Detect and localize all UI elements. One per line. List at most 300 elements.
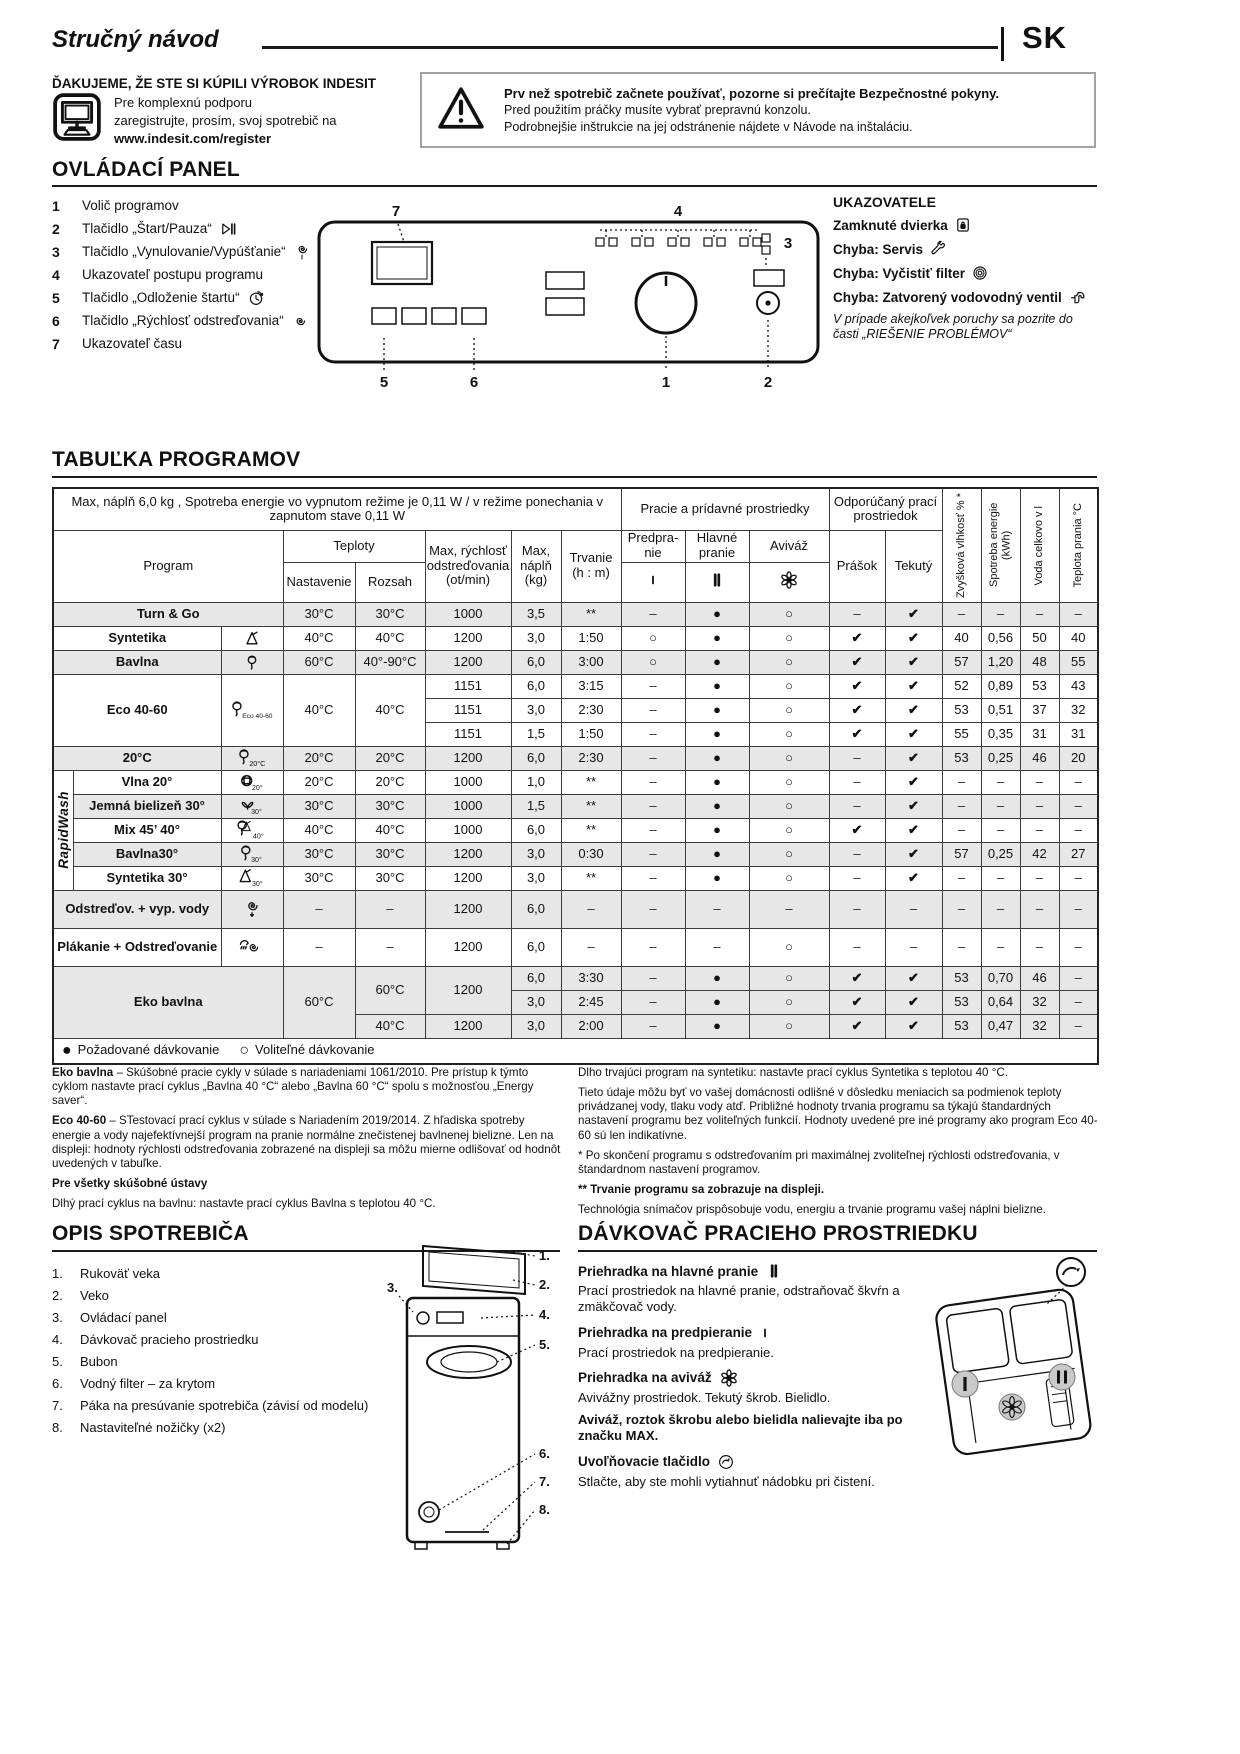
footnote: ** Trvanie programu sa zobrazuje na displeji. xyxy=(578,1182,825,1196)
table-cell: ✔ xyxy=(829,626,885,650)
table-cell: ● xyxy=(685,674,749,698)
table-cell: 3,0 xyxy=(511,626,561,650)
col-max-load: Max, náplň (kg) xyxy=(511,530,561,602)
table-cell: 46 xyxy=(1020,746,1059,770)
svg-text:30°: 30° xyxy=(251,856,262,864)
table-cell: 6,0 xyxy=(511,928,561,966)
table-cell: 30°C xyxy=(283,866,355,890)
table-cell: 1200 xyxy=(425,966,511,1014)
table-cell: 2:30 xyxy=(561,746,621,770)
panel-item-number: 2 xyxy=(52,220,60,237)
table-cell: ○ xyxy=(749,928,829,966)
indicators-title: UKAZOVATELE xyxy=(833,194,936,210)
table-cell: ✔ xyxy=(885,794,942,818)
table-cell: ✔ xyxy=(829,990,885,1014)
table-cell: – xyxy=(1020,770,1059,794)
table-cell: – xyxy=(1020,818,1059,842)
appliance-list-item xyxy=(52,1262,382,1284)
table-cell: ✔ xyxy=(885,866,942,890)
table-cell: – xyxy=(355,928,425,966)
panel-list-item xyxy=(52,194,324,217)
program-name: Mix 45’ 40° xyxy=(73,818,221,842)
panel-number-7: 7 xyxy=(391,203,401,220)
reset-drain-icon xyxy=(293,242,311,262)
table-cell: 0,64 xyxy=(981,990,1020,1014)
table-cell: 1000 xyxy=(425,794,511,818)
table-cell: 3,0 xyxy=(511,1014,561,1038)
table-cell: 0,35 xyxy=(981,722,1020,746)
table-cell: – xyxy=(942,770,981,794)
indicator-label: Chyba: Zatvorený vodovodný ventil xyxy=(833,289,1062,305)
table-cell: ** xyxy=(561,866,621,890)
table-cell: 30°C xyxy=(355,842,425,866)
table-cell: ● xyxy=(685,770,749,794)
door-locked-icon xyxy=(954,216,972,234)
table-cell: 0,89 xyxy=(981,674,1020,698)
callout-8: 8. xyxy=(539,1502,550,1517)
program-name: Bavlna xyxy=(53,650,221,674)
panel-list-item xyxy=(52,263,324,286)
table-cell: ○ xyxy=(749,722,829,746)
program-name: Syntetika xyxy=(53,626,221,650)
section-appliance-title: OPIS SPOTREBIČA xyxy=(52,1222,249,1245)
table-cell: ● xyxy=(685,842,749,866)
delicates-icon xyxy=(221,794,283,818)
appliance-item-number: 2. xyxy=(52,1287,63,1303)
panel-number-1: 1 xyxy=(661,374,671,391)
footnote: Tieto údaje môžu byť vo vašej domácnosti odlišné v dôsledku meniacich sa podmienok teploty privádzanej vody, tlaku vody atď. Približné hodnoty trvania programu sa týkajú štandardných nastavení programu bez voliteľných funkcií. Hodnoty uvedené pre iné programy ako program Eco 40-60 sú len indikatívne. xyxy=(578,1086,1098,1142)
table-cell: 53 xyxy=(942,1014,981,1038)
table-cell: 3,0 xyxy=(511,866,561,890)
panel-item-label: Tlačidlo „Štart/Pauza“ xyxy=(82,221,212,236)
table-cell: – xyxy=(1020,794,1059,818)
table-cell: 40°C xyxy=(355,818,425,842)
table-cell: 0,47 xyxy=(981,1014,1020,1038)
table-cell: ○ xyxy=(621,650,685,674)
table-cell: – xyxy=(621,674,685,698)
table-cell: 32 xyxy=(1020,1014,1059,1038)
appliance-list-item xyxy=(52,1284,382,1306)
program-name: Eco 40-60 xyxy=(53,674,221,746)
mix-icon xyxy=(221,818,283,842)
program-name: Plákanie + Odstreďovanie xyxy=(53,928,221,966)
table-cell: 40°C xyxy=(283,818,355,842)
table-cell: 52 xyxy=(942,674,981,698)
table-cell: ○ xyxy=(749,794,829,818)
table-cell: ✔ xyxy=(885,990,942,1014)
col-prewash: Predpra- nie xyxy=(621,530,685,562)
cotton-30-icon xyxy=(221,842,283,866)
table-cell: ○ xyxy=(749,842,829,866)
appliance-list-item xyxy=(52,1394,382,1416)
legend-symbol: ○ xyxy=(239,1041,250,1059)
appliance-item-number: 4. xyxy=(52,1331,63,1347)
dispenser-block-desc: Prací prostriedok na predpieranie. xyxy=(578,1344,774,1360)
indicator-label: Chyba: Servis xyxy=(833,241,924,257)
appliance-item-label: Dávkovač pracieho prostriedku xyxy=(80,1331,259,1347)
table-cell: – xyxy=(355,890,425,928)
table-cell: – xyxy=(829,928,885,966)
col-liquid: Tekutý xyxy=(885,530,942,602)
indicators-block xyxy=(833,194,1099,342)
table-cell: 53 xyxy=(942,990,981,1014)
table-cell: – xyxy=(749,890,829,928)
indicator-item xyxy=(833,285,1099,309)
col-program: Program xyxy=(53,530,283,602)
table-cell: 30°C xyxy=(355,794,425,818)
indicator-item xyxy=(833,237,1099,261)
table-cell: ✔ xyxy=(885,818,942,842)
table-cell: – xyxy=(621,602,685,626)
appliance-item-number: 5. xyxy=(52,1353,63,1369)
table-cell: 60°C xyxy=(283,650,355,674)
appliance-list-item xyxy=(52,1416,382,1438)
col-range: Rozsah xyxy=(355,562,425,602)
table-cell: ✔ xyxy=(829,722,885,746)
program-name: 20°C xyxy=(53,746,221,770)
dispenser-blocks xyxy=(578,1260,926,1496)
main-wash-icon xyxy=(765,1261,783,1281)
table-cell: ● xyxy=(685,650,749,674)
table-cell: 20°C xyxy=(355,770,425,794)
table-cell: ○ xyxy=(749,770,829,794)
table-cell: ● xyxy=(685,698,749,722)
main-wash-icon xyxy=(685,562,749,602)
table-cell: – xyxy=(829,746,885,770)
table-cell: – xyxy=(621,794,685,818)
table-cell: – xyxy=(621,842,685,866)
col-duration: Trvanie (h : m) xyxy=(561,530,621,602)
table-cell: 46 xyxy=(1020,966,1059,990)
svg-text:40°: 40° xyxy=(252,832,264,841)
indicator-label: Chyba: Vyčistiť filter xyxy=(833,265,966,281)
table-cell: – xyxy=(621,928,685,966)
table-cell: 3,0 xyxy=(511,990,561,1014)
table-cell: 0,70 xyxy=(981,966,1020,990)
table-cell: ✔ xyxy=(885,770,942,794)
table-cell: – xyxy=(283,928,355,966)
program-name: Vlna 20° xyxy=(73,770,221,794)
table-cell: – xyxy=(981,890,1020,928)
table-cell: – xyxy=(829,842,885,866)
table-cell: ✔ xyxy=(829,966,885,990)
table-cell: ○ xyxy=(749,674,829,698)
dispenser-block xyxy=(578,1451,926,1490)
table-cell: – xyxy=(942,818,981,842)
warning-line1: Prv než spotrebič začnete používať, pozorne si prečítajte Bezpečnostné pokyny. xyxy=(504,85,1000,101)
table-cell: 2:45 xyxy=(561,990,621,1014)
col-main-wash: Hlavné pranie xyxy=(685,530,749,562)
warning-triangle-icon xyxy=(434,83,488,138)
legend-symbol: ● xyxy=(62,1041,72,1059)
appliance-item-label: Páka na presúvanie spotrebiča (závisí od modelu) xyxy=(80,1397,369,1413)
indicators-list xyxy=(833,213,1099,309)
table-cell: – xyxy=(1059,602,1098,626)
drawer-release-button xyxy=(1047,1258,1085,1304)
callout-5: 5. xyxy=(539,1337,550,1352)
col-setting: Nastavenie xyxy=(283,562,355,602)
table-cell: 1151 xyxy=(425,698,511,722)
safety-warning-box xyxy=(420,72,1096,148)
table-cell: 1200 xyxy=(425,866,511,890)
table-cell: ● xyxy=(685,794,749,818)
table-cell: 0:30 xyxy=(561,842,621,866)
drawer-symbol-main-wash xyxy=(1049,1364,1075,1390)
cotton-20-icon xyxy=(221,746,283,770)
table-cell: ○ xyxy=(749,966,829,990)
table-cell: 20°C xyxy=(283,746,355,770)
table-cell: 53 xyxy=(942,966,981,990)
table-cell: – xyxy=(981,866,1020,890)
dispenser-block xyxy=(578,1322,926,1361)
table-cell: – xyxy=(829,770,885,794)
dispenser-block-desc: Prací prostriedok na hlavné pranie, odstraňovač škvŕn a zmäkčovač vody. xyxy=(578,1283,900,1315)
table-cell: ○ xyxy=(749,698,829,722)
table-cell: 1200 xyxy=(425,842,511,866)
panel-number-4: 4 xyxy=(673,203,683,220)
program-name: Bavlna30° xyxy=(73,842,221,866)
table-cell: ● xyxy=(685,602,749,626)
program-table xyxy=(52,487,1099,1065)
indicator-item xyxy=(833,261,1099,285)
table-cell: 30°C xyxy=(283,602,355,626)
appliance-item-number: 6. xyxy=(52,1375,63,1391)
table-cell: – xyxy=(1059,818,1098,842)
table-cell: – xyxy=(1059,966,1098,990)
table-cell: – xyxy=(885,890,942,928)
wrench-icon xyxy=(929,240,947,258)
panel-list-item xyxy=(52,309,324,332)
table-cell: – xyxy=(621,770,685,794)
table-cell: ** xyxy=(561,602,621,626)
table-cell: – xyxy=(621,1014,685,1038)
section-rule-2 xyxy=(52,476,1097,478)
col-powder: Prášok xyxy=(829,530,885,602)
table-cell: 1,0 xyxy=(511,770,561,794)
table-cell: 40°-90°C xyxy=(355,650,425,674)
table-info: Max, náplň 6,0 kg , Spotreba energie vo vypnutom režime je 0,11 W / v režime ponechania v zapnutom stave 0,11 W xyxy=(53,488,621,530)
synthetics-30-icon xyxy=(221,866,283,890)
table-cell: 1,5 xyxy=(511,722,561,746)
filter-icon xyxy=(971,264,989,282)
panel-list-item xyxy=(52,240,324,263)
table-cell: 48 xyxy=(1020,650,1059,674)
appliance-item-number: 8. xyxy=(52,1419,63,1435)
table-legend xyxy=(53,1038,1098,1064)
table-cell: – xyxy=(981,794,1020,818)
table-cell: – xyxy=(981,770,1020,794)
svg-text:Eco 40-60: Eco 40-60 xyxy=(242,712,273,720)
table-cell: – xyxy=(621,866,685,890)
program-name: Eko bavlna xyxy=(53,966,283,1038)
table-cell: 6,0 xyxy=(511,890,561,928)
appliance-item-number: 3. xyxy=(52,1309,63,1325)
table-cell: 1000 xyxy=(425,602,511,626)
table-cell: 57 xyxy=(942,650,981,674)
table-cell: ✔ xyxy=(829,698,885,722)
appliance-list-item xyxy=(52,1350,382,1372)
table-cell: 6,0 xyxy=(511,746,561,770)
dispenser-block xyxy=(578,1260,926,1316)
table-cell: 31 xyxy=(1059,722,1098,746)
table-cell: – xyxy=(981,818,1020,842)
table-cell: – xyxy=(561,928,621,966)
table-cell: 3:15 xyxy=(561,674,621,698)
table-cell: 40°C xyxy=(355,1014,425,1038)
computer-icon xyxy=(50,92,104,147)
table-cell: – xyxy=(981,928,1020,966)
table-cell: ● xyxy=(685,746,749,770)
table-cell: ✔ xyxy=(829,650,885,674)
footnote: Eko bavlna – Skúšobné pracie cykly v súlade s nariadeniami 1061/2010. Pre prístup k týmto cyklom nastavte prací cyklus „Bavlna 40 °C“ alebo „Bavlna 60 °C“ spolu s možnosťou „Energy saver“. xyxy=(52,1066,534,1108)
program-name: Odstreďov. + vyp. vody xyxy=(53,890,221,928)
table-cell: 1:50 xyxy=(561,626,621,650)
dispenser-block-title: Priehradka na predpieranie xyxy=(578,1322,926,1344)
prewash-icon xyxy=(759,1323,771,1343)
appliance-item-number: 7. xyxy=(52,1397,63,1413)
table-cell: 1200 xyxy=(425,928,511,966)
table-cell: 40 xyxy=(1059,626,1098,650)
control-panel-diagram xyxy=(316,198,821,393)
table-cell: – xyxy=(1020,890,1059,928)
table-cell: 1:50 xyxy=(561,722,621,746)
dispenser-block xyxy=(578,1367,926,1445)
table-cell: 3:00 xyxy=(561,650,621,674)
panel-item-number: 5 xyxy=(52,289,60,306)
language-code: SK xyxy=(1022,20,1068,55)
panel-number-5: 5 xyxy=(379,374,389,391)
panel-list-item xyxy=(52,286,324,309)
table-cell: – xyxy=(621,966,685,990)
table-cell: ○ xyxy=(749,866,829,890)
callout-6: 6. xyxy=(539,1446,550,1461)
table-cell: ● xyxy=(685,966,749,990)
legend-label: Požadované dávkovanie xyxy=(77,1041,220,1057)
callout-1: 1. xyxy=(539,1248,550,1263)
group-header-wash: Pracie a prídavné prostriedky xyxy=(621,488,829,530)
spin-drain-icon xyxy=(221,890,283,928)
table-cell: 53 xyxy=(1020,674,1059,698)
table-cell: ** xyxy=(561,818,621,842)
program-name: Syntetika 30° xyxy=(73,866,221,890)
table-cell: 53 xyxy=(942,698,981,722)
svg-text:30°: 30° xyxy=(252,880,263,888)
table-cell: 30°C xyxy=(355,602,425,626)
svg-text:30°: 30° xyxy=(251,808,262,816)
panel-number-2: 2 xyxy=(763,374,773,391)
table-cell: 37 xyxy=(1020,698,1059,722)
detergent-drawer-drawing xyxy=(925,1252,1100,1467)
panel-item-label: Tlačidlo „Odloženie štartu“ xyxy=(82,290,240,305)
appliance-list xyxy=(52,1262,382,1438)
footnote: * Po skončení programu s odstreďovaním pri maximálnej zvoliteľnej rýchlosti odstreďovania, v štandardnom nastavení programov. xyxy=(578,1148,1060,1176)
rapidwash-label: RapidWash xyxy=(53,770,73,890)
table-cell: 40°C xyxy=(283,674,355,746)
table-cell: 60°C xyxy=(283,966,355,1038)
table-cell: 43 xyxy=(1059,674,1098,698)
indicator-label: Zamknuté dvierka xyxy=(833,217,948,233)
table-cell: ○ xyxy=(749,650,829,674)
legend-label: Voliteľné dávkovanie xyxy=(255,1041,375,1057)
panel-item-number: 3 xyxy=(52,243,60,260)
title-rule xyxy=(262,46,998,49)
drawer-symbol-prewash xyxy=(952,1371,978,1397)
table-cell: 30°C xyxy=(283,794,355,818)
table-cell: ✔ xyxy=(829,674,885,698)
table-cell: – xyxy=(621,746,685,770)
table-cell: – xyxy=(942,866,981,890)
table-cell: 6,0 xyxy=(511,674,561,698)
table-cell: ✔ xyxy=(885,746,942,770)
table-cell: ✔ xyxy=(885,842,942,866)
prewash-icon xyxy=(621,562,685,602)
table-cell: ✔ xyxy=(885,674,942,698)
callout-7: 7. xyxy=(539,1474,550,1489)
table-cell: 20°C xyxy=(355,746,425,770)
panel-number-3: 3 xyxy=(783,235,793,252)
table-cell: 42 xyxy=(1020,842,1059,866)
table-cell: 1200 xyxy=(425,1014,511,1038)
table-cell: – xyxy=(685,928,749,966)
table-cell: – xyxy=(829,866,885,890)
support-line2: zaregistrujte, prosím, svoj spotrebič na xyxy=(114,113,337,128)
appliance-list-item xyxy=(52,1328,382,1350)
panel-number-6: 6 xyxy=(469,374,479,391)
softener-icon xyxy=(749,562,829,602)
appliance-item-number: 1. xyxy=(52,1265,63,1281)
table-cell: – xyxy=(1020,866,1059,890)
table-cell: 3,0 xyxy=(511,842,561,866)
washing-machine-drawing xyxy=(385,1240,575,1570)
doc-title: Stručný návod xyxy=(52,26,219,53)
rinse-spin-icon xyxy=(221,928,283,966)
table-cell: 60°C xyxy=(355,966,425,1014)
table-cell: ○ xyxy=(749,1014,829,1038)
callout-2: 2. xyxy=(539,1277,550,1292)
panel-item-label: Volič programov xyxy=(82,198,179,213)
panel-item-label: Tlačidlo „Rýchlosť odstreďovania“ xyxy=(82,313,284,328)
panel-list-item xyxy=(52,332,324,355)
dispenser-block-title: Priehradka na hlavné pranie xyxy=(578,1260,926,1282)
dispenser-block-title: Priehradka na aviváž xyxy=(578,1367,926,1389)
table-cell: 2:30 xyxy=(561,698,621,722)
table-cell: 20 xyxy=(1059,746,1098,770)
table-cell: 40°C xyxy=(355,626,425,650)
table-cell: 40°C xyxy=(283,626,355,650)
footnote: Pre všetky skúšobné ústavy xyxy=(52,1176,208,1190)
table-cell: 6,0 xyxy=(511,966,561,990)
table-cell: ✔ xyxy=(885,966,942,990)
table-cell: ✔ xyxy=(885,602,942,626)
table-cell: 53 xyxy=(942,746,981,770)
panel-item-label: Ukazovateľ času xyxy=(82,336,182,351)
wool-icon xyxy=(221,770,283,794)
table-cell: 55 xyxy=(1059,650,1098,674)
table-cell: – xyxy=(1059,866,1098,890)
table-cell: – xyxy=(1059,770,1098,794)
svg-text:20°C: 20°C xyxy=(249,760,266,769)
table-cell: 40°C xyxy=(355,674,425,746)
panel-item-number: 4 xyxy=(52,266,60,283)
table-cell: – xyxy=(829,602,885,626)
table-cell: ✔ xyxy=(829,818,885,842)
section-program-table-title: TABUĽKA PROGRAMOV xyxy=(52,448,301,471)
notes-left-column xyxy=(52,1066,564,1217)
table-cell: – xyxy=(1059,1014,1098,1038)
col-energy: Spotreba energie (kWh) xyxy=(987,503,1013,588)
table-cell: 50 xyxy=(1020,626,1059,650)
panel-list-item xyxy=(52,217,324,240)
